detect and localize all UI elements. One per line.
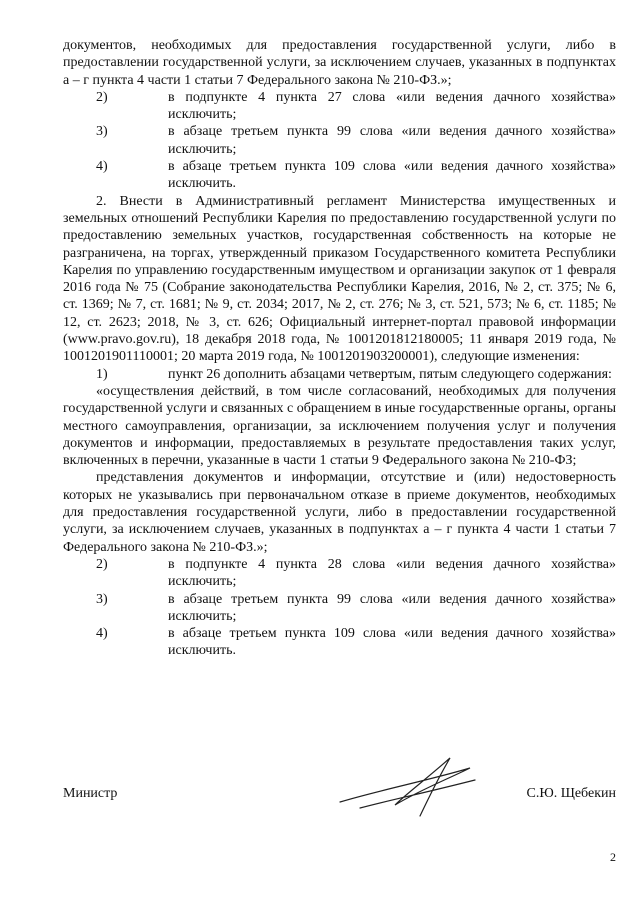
list-item xyxy=(63,625,616,660)
list-item xyxy=(63,123,616,158)
quoted-paragraph-2: представления документов и информации, отсутствие и (или) недостоверность которых не указывались при первоначальном отказе в приеме документов, необходимых для предоставления государственной услуги, либо в предоставлении государственной услуги, за исключением случаев, указанных в подпунктах а – г пункта 4 части 1 статьи 7 Федерального закона № 210-ФЗ.»; xyxy=(63,470,616,555)
item-text: в подпункте 4 пункта 27 слова «или ведения дачного хозяйства» исключить; xyxy=(168,89,616,123)
item-number: 3) xyxy=(96,591,108,607)
signer-name: С.Ю. Щебекин xyxy=(526,786,616,801)
document-body xyxy=(63,37,616,660)
signature-row xyxy=(63,786,616,806)
item-text: в абзаце третьем пункта 109 слова «или ведения дачного хозяйства» исключить. xyxy=(168,159,616,192)
item-number: 4) xyxy=(96,626,108,642)
list-item xyxy=(63,591,616,626)
signer-title: Министр xyxy=(63,786,118,801)
list-item xyxy=(63,366,616,383)
item-number: 3) xyxy=(96,124,108,140)
list-item xyxy=(63,556,616,591)
item-number: 2) xyxy=(96,556,108,572)
item-text: в абзаце третьем пункта 99 слова «или ведения дачного хозяйства» исключить; xyxy=(168,591,616,624)
list-item xyxy=(63,158,616,193)
item-text: в подпункте 4 пункта 28 слова «или ведения дачного хозяйства» исключить; xyxy=(168,556,616,590)
item-text: в абзаце третьем пункта 99 слова «или ведения дачного хозяйства» исключить; xyxy=(168,124,616,157)
handwritten-signature xyxy=(300,750,500,820)
list-item xyxy=(63,89,616,124)
item-text: в абзаце третьем пункта 109 слова «или ведения дачного хозяйства» исключить. xyxy=(168,626,616,659)
item-number: 4) xyxy=(96,159,108,175)
item-text: пункт 26 дополнить абзацами четвертым, пятым следующего содержания: xyxy=(168,366,612,382)
opening-paragraph: документов, необходимых для предоставления государственной услуги, либо в предоставлении государственной услуги, за исключением случаев, указанных в подпунктах а – г пункта 4 части 1 статьи 7 Федерального закона № 210-ФЗ.»; xyxy=(63,38,616,88)
item-number: 2) xyxy=(96,89,108,105)
page-number: 2 xyxy=(610,850,616,864)
section-2-paragraph: 2. Внести в Административный регламент Министерства имущественных и земельных отношений Республики Карелия по предоставлению государственной услуги по предоставлению земельных участков, государственная собственность на которые не разграничена, на торгах, утвержденный приказом Государственного комитета Республики Карелия по управлению государственным имуществом и организации закупок от 1 февраля 2016 года № 75 (Собрание законодательства Республики Карелия, 2016, № 2, ст. 375; № 6, ст. 1369; № 7, ст. 1681; № 9, ст. 2034; 2017, № 2, ст. 276; № 3, ст. 521, 573; № 6, ст. 1185; № 12, ст. 2623; 2018, № 3, ст. 626; Официальный интернет-портал правовой информации (www.pravo.gov.ru), 18 декабря 2018 года, № 1001201812180005; 11 января 2019 года, № 1001201901110001; 20 марта 2019 года, № 1001201903200001), следующие изменения: xyxy=(63,193,616,365)
item-number: 1) xyxy=(96,366,108,382)
quoted-paragraph-1: «осуществления действий, в том числе согласований, необходимых для получения государственной услуги и связанных с обращением в иные государственные органы, органы местного самоуправления, организации, за исключением получения услуг и получения документов и информации, предоставляемых в результате предоставления таких услуг, включенных в перечни, указанные в части 1 статьи 9 Федерального закона № 210-ФЗ; xyxy=(63,383,616,469)
